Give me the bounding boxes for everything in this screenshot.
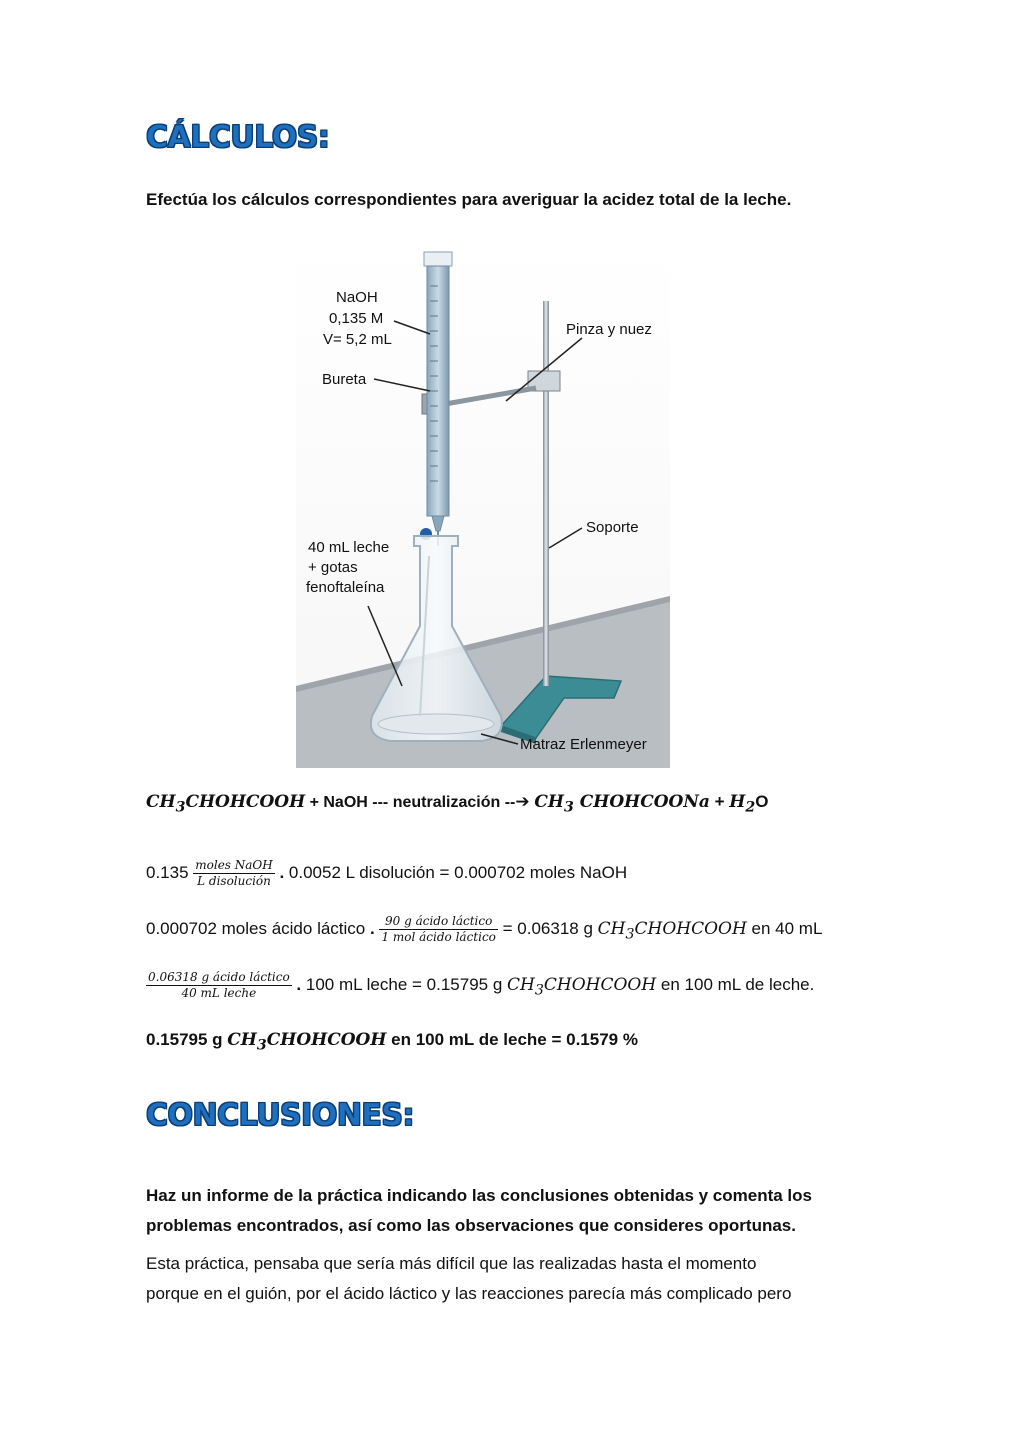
calc-line-2: 0.000702 moles ácido láctico . $\frac{\text{90 g ácido láctico}}{\text{1 mol ácido láctico}}$ = 0.06318 g $CH_3CHOHCOOH$ en 40 mL bbox=[146, 914, 823, 944]
result-line: 0.15795 g $CH_3CHOHCOOH$ en 100 mL de leche = 0.1579 % bbox=[146, 1030, 638, 1054]
conclusiones-instruction-2: problemas encontrados, así como las observaciones que consideres oportunas. bbox=[146, 1216, 796, 1235]
calculos-instruction: Efectúa los cálculos correspondientes para averiguar la acidez total de la leche. bbox=[146, 190, 792, 209]
burette-top bbox=[424, 252, 452, 266]
titration-figure bbox=[296, 246, 670, 768]
label-fenoftaleina: fenoftaleína bbox=[306, 579, 385, 596]
label-pinza: Pinza y nuez bbox=[566, 321, 652, 338]
label-matraz: Matraz Erlenmeyer bbox=[520, 736, 647, 753]
label-leche: 40 mL leche bbox=[308, 539, 390, 556]
body-paragraph-line-2: porque en el guión, por el ácido láctico y las reacciones parecía más complicado pero bbox=[146, 1284, 792, 1303]
calc-line-3: $\frac{\text{0.06318 g ácido láctico}}{\text{40 mL leche}}$ . 100 mL leche = 0.15795 g $CH_3CHOHCOOH$ en 100 mL de leche. bbox=[148, 970, 815, 1000]
support-rod bbox=[543, 301, 549, 686]
label-volume: V= 5,2 mL bbox=[323, 331, 392, 348]
label-gotas: + gotas bbox=[308, 559, 358, 576]
calculos-heading: CÁLCULOS: bbox=[146, 120, 330, 155]
label-naoh: NaOH bbox=[336, 289, 378, 306]
conclusiones-heading: CONCLUSIONES: bbox=[146, 1098, 415, 1133]
label-concentration: 0,135 M bbox=[329, 310, 384, 327]
flask-liquid bbox=[378, 714, 494, 734]
calc-line-1: 0.135 $\frac{\text{moles NaOH}}{\text{L disolución}}$ . 0.0052 L disolución = 0.000702 moles NaOH bbox=[146, 858, 628, 888]
label-soporte: Soporte bbox=[586, 519, 639, 536]
body-paragraph-line-1: Esta práctica, pensaba que sería más difícil que las realizadas hasta el momento bbox=[146, 1254, 757, 1273]
conclusiones-instruction-1: Haz un informe de la práctica indicando las conclusiones obtenidas y comenta los bbox=[146, 1186, 812, 1205]
reaction-equation: $CH_3CHOHCOOH$ + NaOH --- neutralización --➔ $CH_3$ CHOHCOONa + $H_2O$ bbox=[146, 792, 769, 816]
label-bureta: Bureta bbox=[322, 371, 367, 388]
